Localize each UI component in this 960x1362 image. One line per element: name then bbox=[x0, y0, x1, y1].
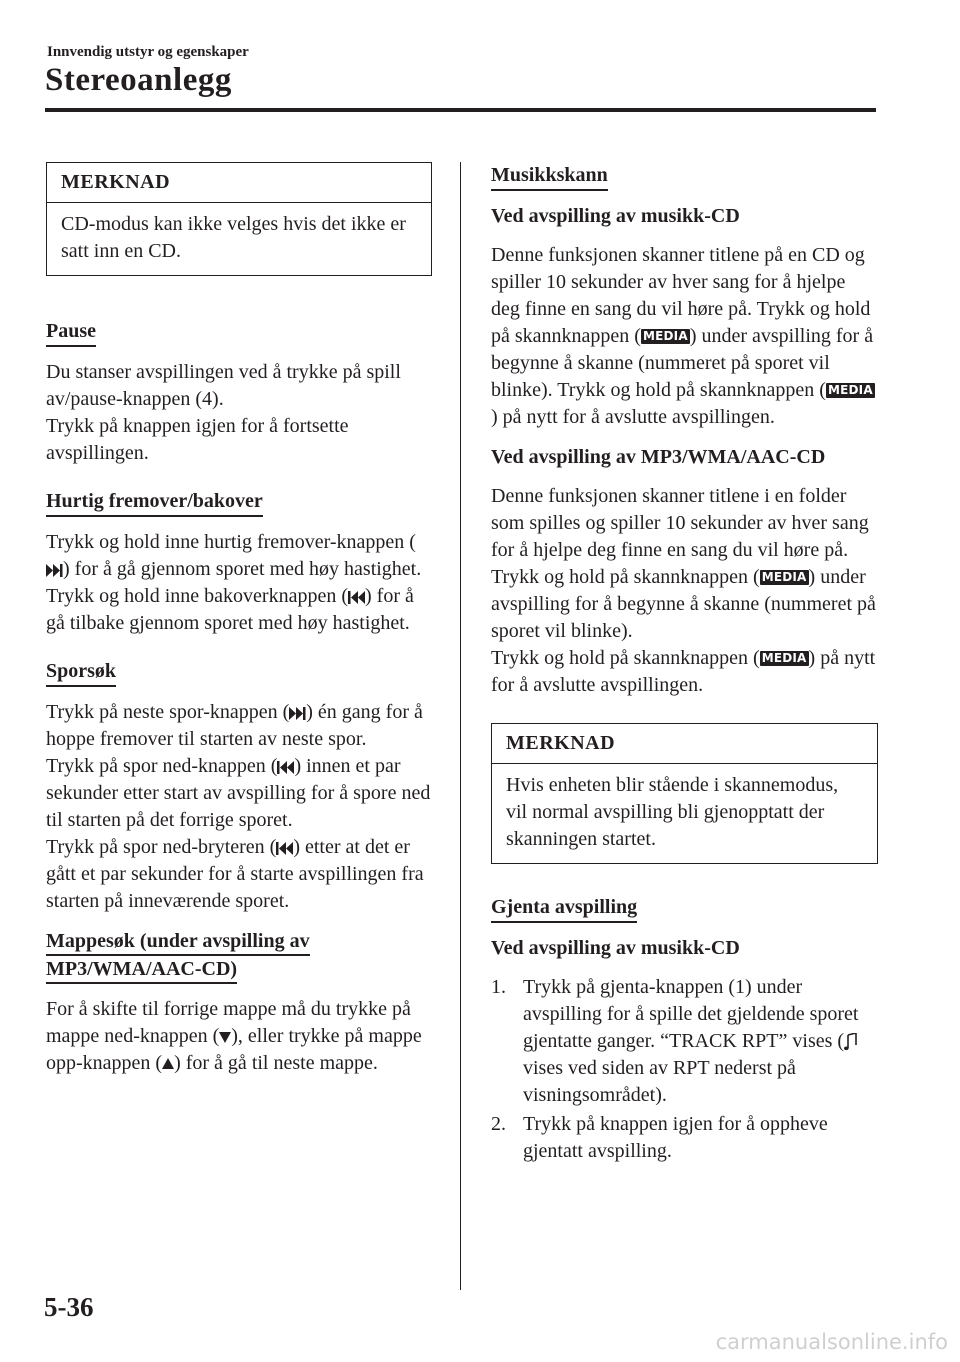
note-text: CD-modus kan ikke velges hvis det ikke er satt inn en CD. bbox=[61, 213, 406, 262]
note-label: MERKNAD bbox=[47, 163, 431, 203]
subheading: Ved avspilling av MP3/WMA/AAC-CD bbox=[491, 446, 826, 468]
folder-down-icon bbox=[219, 1031, 231, 1043]
note-box bbox=[491, 723, 878, 864]
note-box bbox=[46, 162, 432, 276]
fast-forward-icon bbox=[46, 564, 63, 577]
list-item: 2. Trykk på knappen igjen for å oppheve gjentatt avspilling. bbox=[491, 1113, 828, 1162]
left-column bbox=[46, 162, 432, 1090]
media-button-icon: MEDIA bbox=[761, 651, 807, 665]
media-button-icon: MEDIA bbox=[642, 329, 688, 343]
paragraph: For å skifte til forrige mappe må du trykke på mappe ned-knappen ( ), eller trykke på mappe opp-knappen ( ) for å gå til neste mappe. bbox=[46, 998, 422, 1074]
paragraph: Trykk på neste spor-knappen ( ) én gang for å hoppe fremover til starten av neste spor. bbox=[46, 701, 423, 750]
list-item: 1. Trykk på gjenta-knappen (1) under avspilling for å spille det gjeldende sporet gjentatte ganger. “TRACK RPT” vises (vises ved siden av RPT nederst på visningsområdet). bbox=[491, 976, 859, 1106]
heading-folder-search: Mappesøk (under avspilling av MP3/WMA/AAC-CD) bbox=[46, 928, 432, 984]
subheading: Ved avspilling av musikk-CD bbox=[491, 937, 740, 959]
watermark: carmanualsonline.info bbox=[715, 1330, 948, 1354]
paragraph: Trykk og hold inne hurtig fremover-knappen () for å gå gjennom sporet med høy hastighet. Trykk og hold inne bakoverknappen ( ) for å gå tilbake gjennom sporet med høy hastighet. bbox=[46, 531, 422, 634]
header-rule bbox=[45, 108, 876, 112]
heading-repeat: Gjenta avspilling bbox=[491, 894, 637, 923]
media-button-icon: MEDIA bbox=[761, 570, 807, 584]
previous-track-icon bbox=[277, 761, 294, 774]
steps-list bbox=[491, 974, 878, 1165]
subheading: Ved avspilling av musikk-CD bbox=[491, 205, 740, 227]
paragraph: Trykk og hold på skannknappen ( MEDIA ) på nytt for å avslutte avspillingen. bbox=[491, 647, 876, 696]
rewind-icon bbox=[348, 591, 365, 604]
section-label: Innvendig utstyr og egenskaper bbox=[47, 44, 249, 60]
paragraph: Denne funksjonen skanner titlene på en CD og spiller 10 sekunder av hver sang for å hjelpe deg finne en sang du vil høre på. Trykk og hold på skannknappen ( MEDIA ) under avspilling for å begynne å skanne (nummeret på sporet vil blinke). Trykk og hold på skannknappen ( MEDIA) på nytt for å avslutte avspillingen. bbox=[491, 244, 874, 428]
note-text: Hvis enheten blir stående i skannemodus, vil normal avspilling bli gjenopptatt der skanningen startet. bbox=[506, 774, 839, 850]
heading-fast-forward: Hurtig fremover/bakover bbox=[46, 488, 263, 517]
paragraph: Du stanser avspillingen ved å trykke på spill av/pause-knappen (4). bbox=[46, 361, 401, 410]
page-number: 5-36 bbox=[44, 1292, 94, 1322]
paragraph: Trykk på knappen igjen for å fortsette avspillingen. bbox=[46, 415, 349, 464]
column-divider bbox=[460, 162, 461, 1290]
previous-track-icon bbox=[276, 842, 293, 855]
note-label: MERKNAD bbox=[492, 724, 877, 764]
paragraph: Trykk på spor ned-knappen ( ) innen et par sekunder etter start av avspilling for å spore ned til starten på det forrige sporet. bbox=[46, 755, 431, 831]
paragraph: Trykk på spor ned-bryteren ( ) etter at det er gått et par sekunder for å starte avspillingen fra starten på inneværende sporet. bbox=[46, 836, 424, 912]
paragraph: Denne funksjonen skanner titlene i en folder som spilles og spiller 10 sekunder av hver sang for å hjelpe deg finne en sang du vil høre på. Trykk og hold på skannknappen ( MEDIA ) under avspilling for å begynne å skanne (nummeret på sporet vil blinke). bbox=[491, 485, 876, 642]
heading-music-scan: Musikkskann bbox=[491, 162, 608, 191]
media-button-icon: MEDIA bbox=[827, 383, 873, 397]
music-note-icon bbox=[844, 1033, 857, 1051]
right-column bbox=[491, 162, 878, 1167]
heading-pause: Pause bbox=[46, 318, 96, 347]
chapter-title: Stereoanlegg bbox=[45, 62, 232, 98]
next-track-icon bbox=[289, 707, 306, 720]
folder-up-icon bbox=[162, 1058, 174, 1070]
heading-track-search: Sporsøk bbox=[46, 658, 116, 687]
